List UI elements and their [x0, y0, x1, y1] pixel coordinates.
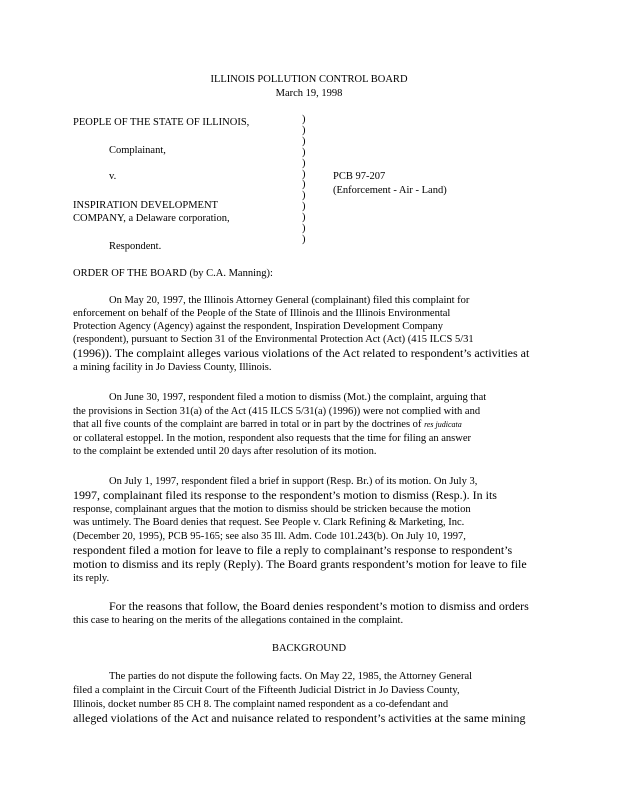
- p5-line: filed a complaint in the Circuit Court of the Fifteenth Judicial District in Jo Daviess County,: [73, 685, 460, 696]
- p5-line: Illinois, docket number 85 CH 8. The complaint named respondent as a co-defendant and: [73, 699, 449, 710]
- defendant-line1: INSPIRATION DEVELOPMENT: [73, 200, 218, 211]
- p3-line: (December 20, 1995), PCB 95-165; see also 35 Ill. Adm. Code 101.243(b). On July 10, 1997,: [73, 531, 466, 542]
- defendant-role: Respondent.: [109, 241, 162, 252]
- p2-line: to the complaint be extended until 20 days after resolution of its motion.: [73, 446, 377, 457]
- caption-paren-column: ) ) ) ) ) ) ) ) ) ) ) ): [302, 114, 306, 245]
- defendant-line2: COMPANY, a Delaware corporation,: [73, 213, 230, 224]
- p2-line: the provisions in Section 31(a) of the Act (415 ILCS 5/31(a) (1996)) were not complied with and: [73, 406, 481, 417]
- res-judicata-italic: res judicata: [424, 420, 462, 429]
- order-date: March 19, 1998: [275, 88, 343, 99]
- p2-line-text: that all five counts of the complaint are barred in total or in part by the doctrines of: [73, 419, 422, 430]
- p3-line: On July 1, 1997, respondent filed a brief in support (Resp. Br.) of its motion. On July 3,: [109, 476, 478, 487]
- p2-line: On June 30, 1997, respondent filed a motion to dismiss (Mot.) the complaint, arguing that: [109, 392, 487, 403]
- p1-line: (1996)). The complaint alleges various violations of the Act related to respondent’s activities at: [73, 346, 530, 360]
- p5-line: alleged violations of the Act and nuisance related to respondent’s activities at the same mining: [73, 711, 526, 725]
- case-number: PCB 97-207: [333, 171, 386, 182]
- p3-line: 1997, complainant filed its response to the respondent’s motion to dismiss (Resp.). In its: [73, 488, 497, 502]
- p2-line: [73, 419, 462, 431]
- background-heading: BACKGROUND: [271, 643, 347, 654]
- case-type: (Enforcement - Air - Land): [333, 185, 447, 196]
- p1-line: Protection Agency (Agency) against the respondent, Inspiration Development Company: [73, 321, 444, 332]
- p3-line: motion to dismiss and its reply (Reply). The Board grants respondent’s motion for leave to file: [73, 557, 527, 571]
- p1-line: (respondent), pursuant to Section 31 of the Environmental Protection Act (Act) (415 ILCS 5/31: [73, 334, 474, 345]
- board-title: ILLINOIS POLLUTION CONTROL BOARD: [210, 74, 408, 85]
- versus: v.: [109, 171, 117, 182]
- p1-line: On May 20, 1997, the Illinois Attorney General (complainant) filed this complaint for: [109, 295, 470, 306]
- p5-line: The parties do not dispute the following facts. On May 22, 1985, the Attorney General: [109, 671, 473, 682]
- p4-line: For the reasons that follow, the Board denies respondent’s motion to dismiss and orders: [109, 599, 529, 613]
- p3-line: was untimely. The Board denies that request. See People v. Clark Refining & Marketing, Inc.: [73, 517, 465, 528]
- p3-line: its reply.: [73, 573, 110, 584]
- p2-line: or collateral estoppel. In the motion, respondent also requests that the time for filing an answer: [73, 433, 472, 444]
- p3-line: respondent filed a motion for leave to file a reply to complainant’s response to respondent’s: [73, 543, 513, 557]
- plaintiff-role: Complainant,: [109, 145, 166, 156]
- p4-line: this case to hearing on the merits of the allegations contained in the complaint.: [73, 615, 404, 626]
- p1-line: a mining facility in Jo Daviess County, Illinois.: [73, 362, 272, 373]
- p1-line: enforcement on behalf of the People of the State of Illinois and the Illinois Environmental: [73, 308, 451, 319]
- plaintiff-name: PEOPLE OF THE STATE OF ILLINOIS,: [73, 117, 250, 128]
- p3-line: response, complainant argues that the motion to dismiss should be stricken because the motion: [73, 504, 471, 515]
- order-heading: ORDER OF THE BOARD (by C.A. Manning):: [73, 268, 273, 279]
